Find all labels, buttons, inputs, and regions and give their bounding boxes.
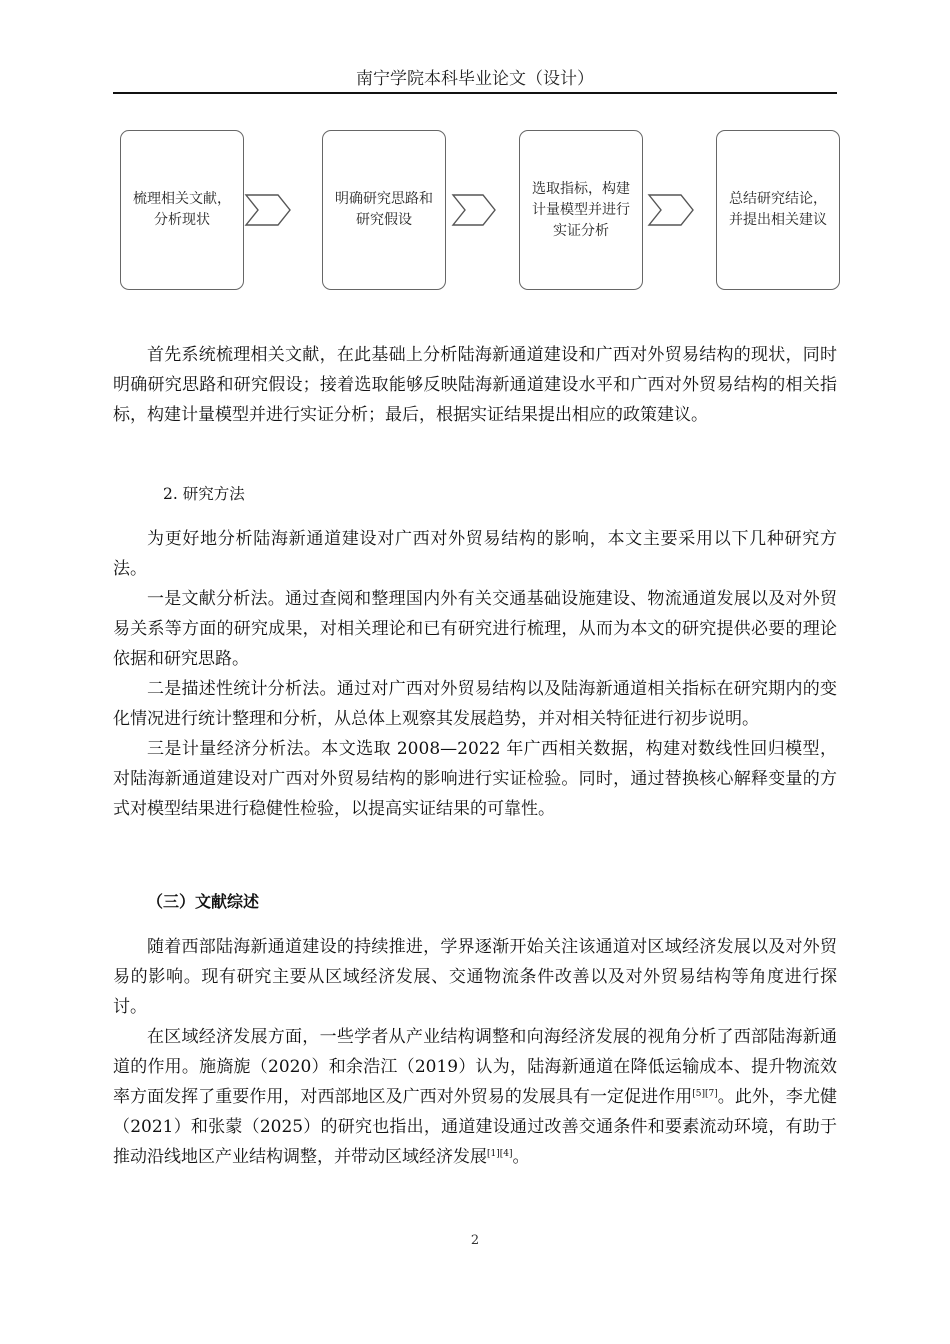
flow-step-1: 梳理相关文献， 分析现状 [120,130,244,290]
paragraph-method-literature: 一是文献分析法。通过查阅和整理国内外有关交通基础设施建设、物流通道发展以及对外贸易关系等方面的研究成果，对相关理论和已有研究进行梳理，从而为本文的研究提供必要的理论依据和研究思路。 [113,589,837,669]
paragraph-overview: 首先系统梳理相关文献，在此基础上分析陆海新通道建设和广西对外贸易结构的现状，同时明确研究思路和研究假设；接着选取能够反映陆海新通道建设水平和广西对外贸易结构的相关指标，构建计量模型并进行实证分析；最后，根据实证结果提出相应的政策建议。 [113,345,837,425]
body-text-block-5 [113,932,837,1172]
arrow-1-icon [246,195,290,225]
citation-ref-1-4[interactable]: [1][4] [487,1149,513,1159]
review-text-a: 在区域经济发展方面，一些学者从产业结构调整和向海经济发展的视角分析了西部陆海新通道的作用。施旖旎（2020）和余浩江（2019）认为，陆海新通道在降低运输成本、提升物流效率方面发挥了重要作用，对西部地区及广西对外贸易的发展具有一定促进作用 [113,1027,837,1107]
flow-step-4: 总结研究结论， 并提出相关建议 [716,130,840,290]
arrow-2-icon [453,195,495,225]
paragraph-review-intro: 随着西部陆海新通道建设的持续推进，学界逐渐开始关注该通道对区域经济发展以及对外贸易的影响。现有研究主要从区域经济发展、交通物流条件改善以及对外贸易结构等角度进行探讨。 [113,937,837,1017]
flow-step-2: 明确研究思路和 研究假设 [322,130,446,290]
research-flowchart [113,125,848,300]
section-heading-review: （三）文献综述 [147,892,260,911]
review-text-b: 。此外，李尤健（2021）和张蒙（2025）的研究也指出，通道建设通过改善交通条件和要素流动环境，有助于推动沿线地区产业结构调整，并带动区域经济发展 [113,1087,838,1167]
body-text-block-2 [113,479,837,509]
citation-ref-5-7[interactable]: [5][7] [692,1089,718,1099]
page-number: 2 [470,1233,480,1248]
body-text-block-3 [113,524,837,824]
body-text-block-1 [113,340,837,430]
paragraph-method-descriptive: 二是描述性统计分析法。通过对广西对外贸易结构以及陆海新通道相关指标在研究期内的变化情况进行统计整理和分析，从总体上观察其发展趋势，并对相关特征进行初步说明。 [113,679,837,729]
paragraph-methods-intro: 为更好地分析陆海新通道建设对广西对外贸易结构的影响，本文主要采用以下几种研究方法。 [113,529,837,579]
paragraph-method-econometric: 三是计量经济分析法。本文选取 2008—2022 年广西相关数据，构建对数线性回归模型，对陆海新通道建设对广西对外贸易结构的影响进行实证检验。同时，通过替换核心解释变量的方式对模型结果进行稳健性检验，以提高实证结果的可靠性。 [113,739,837,819]
header-rule [113,92,837,94]
arrow-3-icon [649,195,693,225]
body-text-block-4 [113,887,837,917]
running-header: 南宁学院本科毕业论文（设计） [356,69,594,89]
review-text-c: 。 [512,1147,530,1167]
flow-step-3: 选取指标，构建 计量模型并进行 实证分析 [519,130,643,290]
section-heading-methods: 2. 研究方法 [163,485,245,503]
paragraph-review-regional [113,1022,837,1172]
